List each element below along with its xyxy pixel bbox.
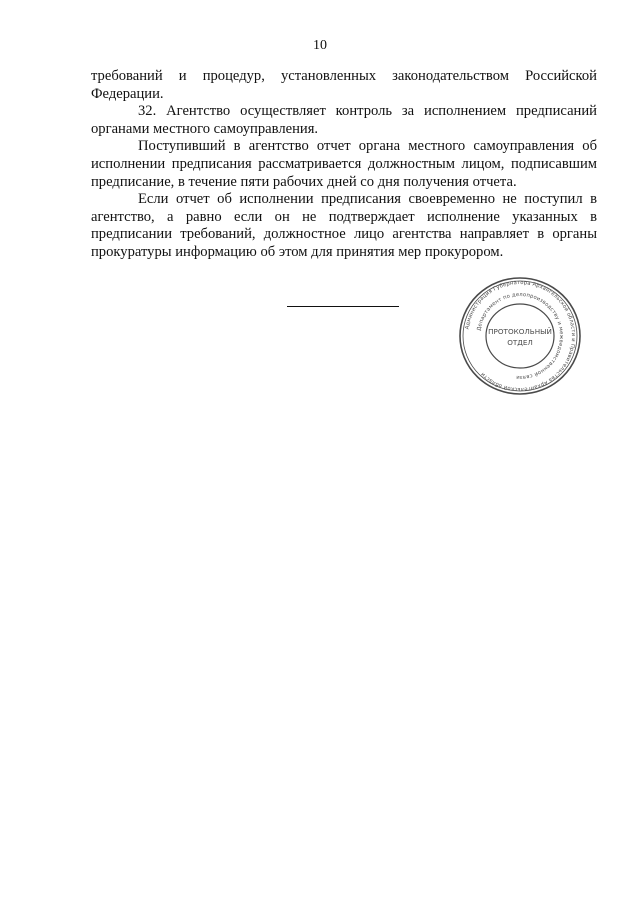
seal-center-line-1: ПРОТОКОЛЬНЫЙ bbox=[488, 327, 552, 336]
separator-line bbox=[287, 306, 399, 307]
svg-text:Департамент по делопроизводств bbox=[476, 292, 564, 380]
page-number: 10 bbox=[313, 38, 327, 53]
paragraph-item-32: 32. Агентство осуществляет контроль за исполнением предписаний органами местного самоуправления. bbox=[91, 103, 597, 137]
seal-icon bbox=[457, 276, 583, 396]
paragraph-continuation: требований и процедур, установленных законодательством Российской Федерации. bbox=[91, 68, 597, 102]
paragraph-prosecutor-notice: Если отчет об исполнении предписания своевременно не поступил в агентство, а равно если он не подтверждает исполнение указанных в предписании требований, должностное лицо агентства направляет в органы прокуратуры информацию об этом для принятия мер прокурором. bbox=[91, 191, 597, 260]
seal-outer-text: Администрация Губернатора Архангельской области и Правительства Архангельской области bbox=[464, 279, 577, 393]
paragraph-report-review: Поступивший в агентство отчет органа местного самоуправления об исполнении предписания рассматривается должностным лицом, подписавшим предписание, в течение пяти рабочих дней со дня получения отчета. bbox=[91, 138, 597, 190]
official-seal-stamp bbox=[457, 276, 583, 396]
seal-inner-text: Департамент по делопроизводству и межведомственной связи bbox=[476, 291, 565, 381]
seal-center-line-2: ОТДЕЛ bbox=[507, 338, 533, 347]
document-body bbox=[91, 68, 597, 262]
